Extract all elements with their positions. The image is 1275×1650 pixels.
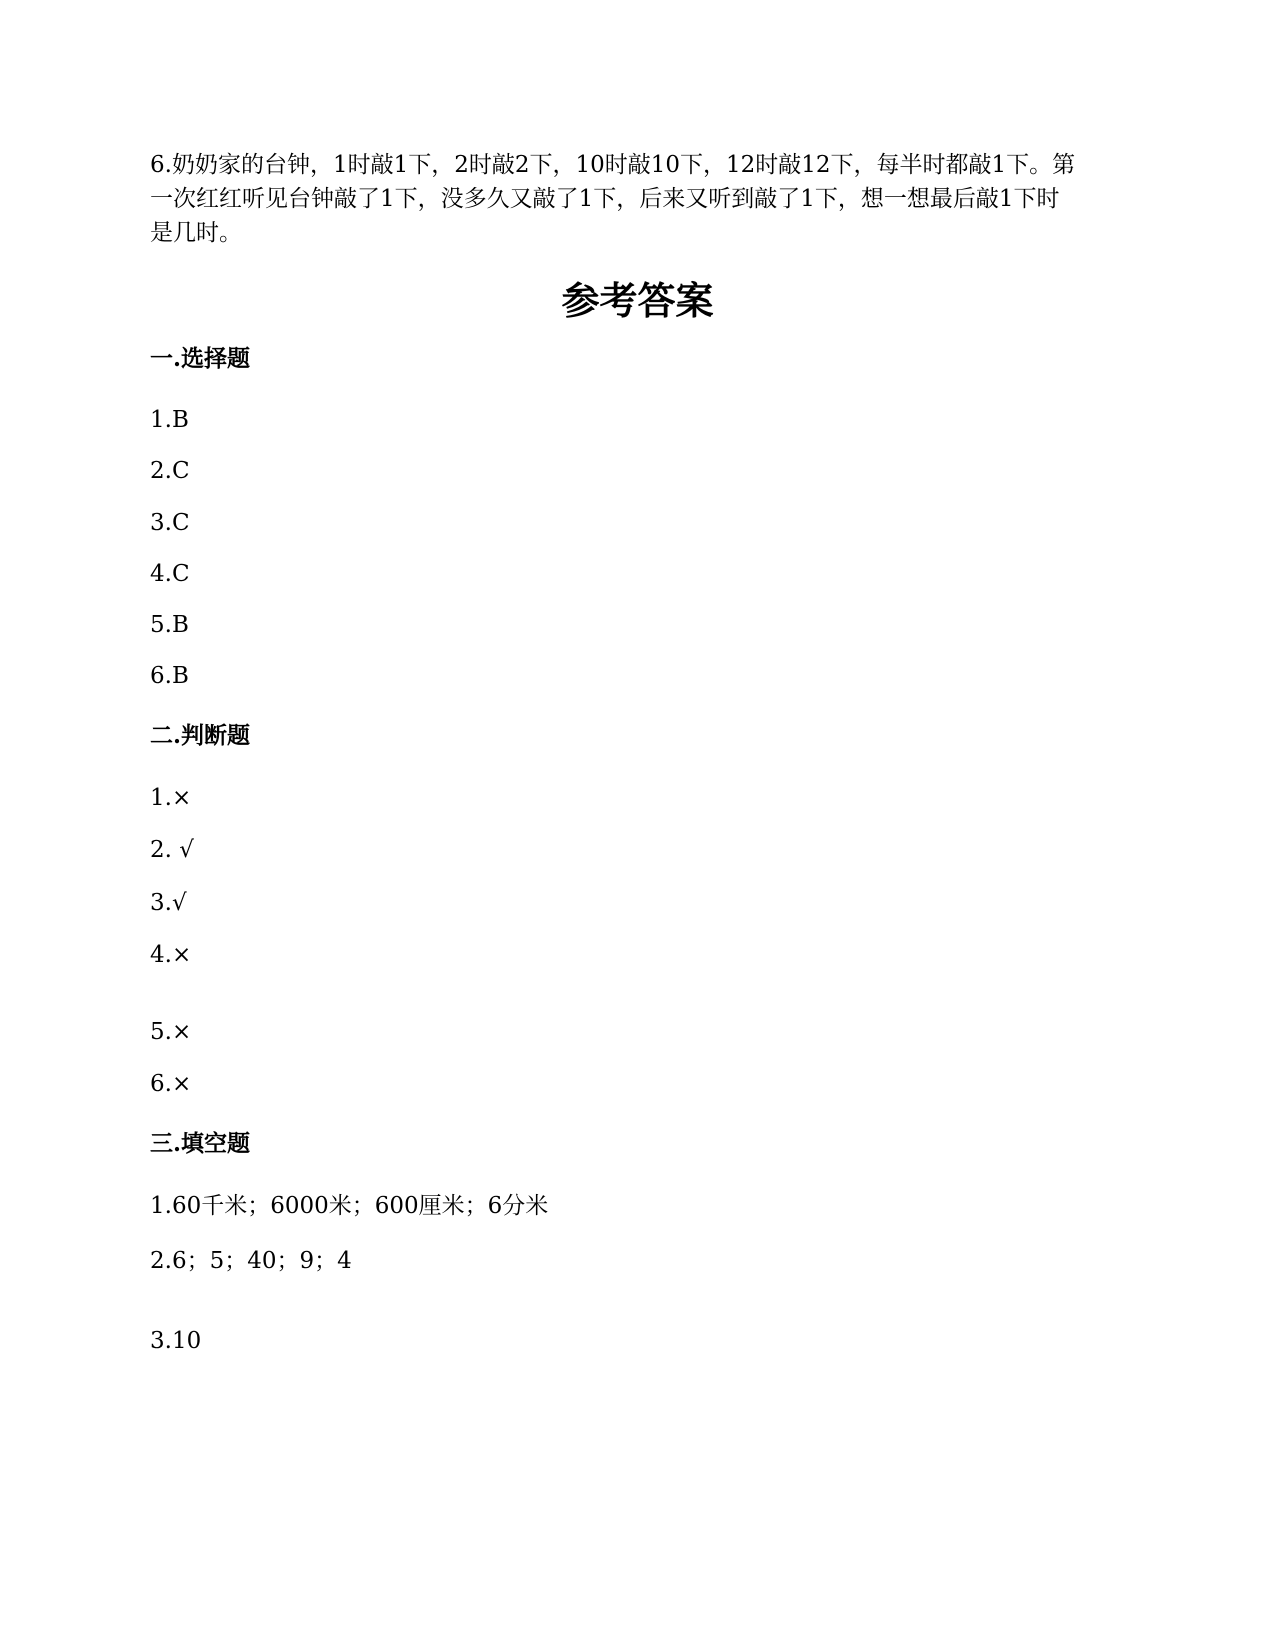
question-line: 是几时。 bbox=[150, 220, 242, 246]
answer-item: 3.C bbox=[150, 510, 190, 536]
section-heading-fill: 三.填空题 bbox=[150, 1130, 251, 1157]
answer-item: 5.× bbox=[150, 1019, 192, 1045]
answer-item: 4.C bbox=[150, 561, 190, 587]
section-heading-choice: 一.选择题 bbox=[150, 345, 251, 372]
answer-item: 6.× bbox=[150, 1071, 192, 1097]
answer-item: 1.B bbox=[150, 407, 189, 433]
answer-item: 1.60千米；6000米；600厘米；6分米 bbox=[150, 1193, 549, 1219]
question-block bbox=[150, 148, 1125, 250]
answer-title: 参考答案 bbox=[561, 278, 714, 323]
answer-item: 2. √ bbox=[150, 837, 194, 863]
question-line: 6.奶奶家的台钟，1时敲1下，2时敲2下，10时敲10下，12时敲12下，每半时都敲1下。第 bbox=[150, 152, 1076, 178]
answer-item: 3.10 bbox=[150, 1328, 202, 1354]
section-heading-judge: 二.判断题 bbox=[150, 722, 251, 749]
answer-item: 4.× bbox=[150, 942, 192, 968]
answer-item: 3.√ bbox=[150, 890, 187, 916]
answer-item: 2.C bbox=[150, 458, 190, 484]
answer-item: 6.B bbox=[150, 663, 189, 689]
answer-item: 2.6；5；40；9；4 bbox=[150, 1248, 352, 1274]
question-line: 一次红红听见台钟敲了1下，没多久又敲了1下，后来又听到敲了1下，想一想最后敲1下时 bbox=[150, 186, 1060, 212]
answer-item: 5.B bbox=[150, 612, 189, 638]
answer-item: 1.× bbox=[150, 785, 192, 811]
